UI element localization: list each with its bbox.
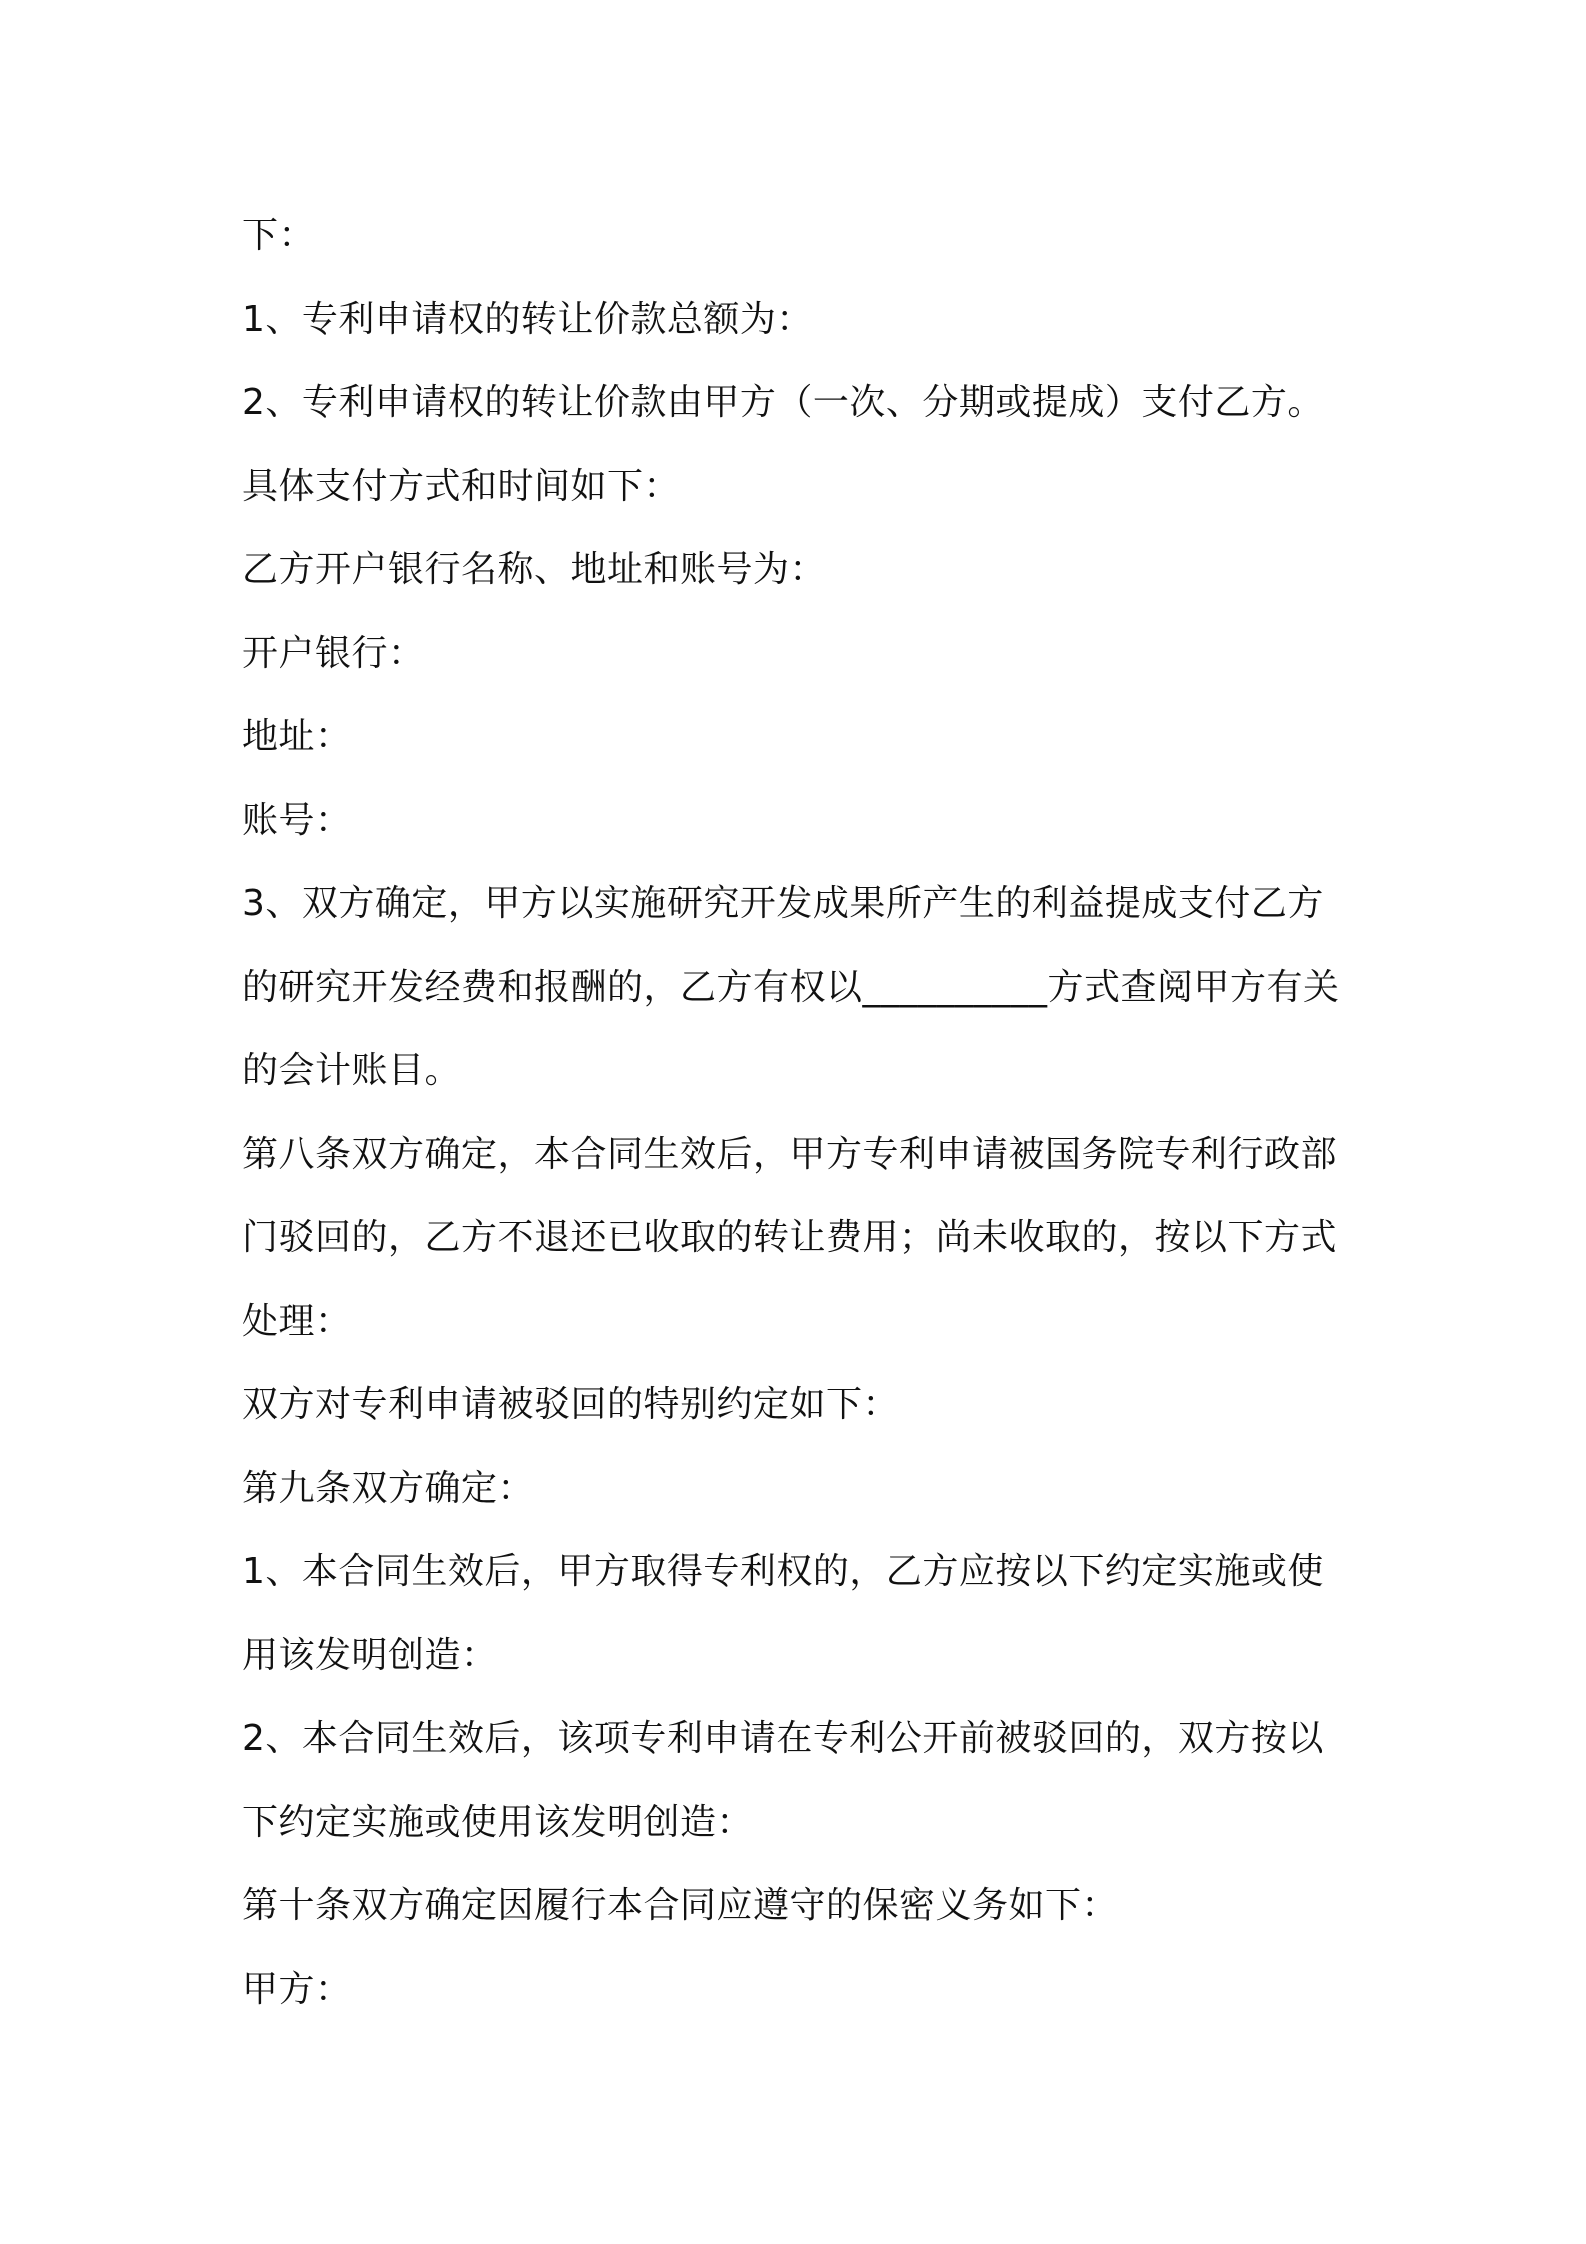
text-line: 门驳回的，乙方不退还已收取的转让费用；尚未收取的，按以下方式 <box>242 1217 1338 1258</box>
text-line: 用该发明创造： <box>242 1634 498 1676</box>
text-line: 第十条双方确定因履行本合同应遵守的保密义务如下： <box>242 1885 1119 1926</box>
text-line: 账号： <box>242 799 352 841</box>
text-line: 下约定实施或使用该发明创造： <box>242 1801 754 1843</box>
text-line: 的研究开发经费和报酬的，乙方有权以__________方式查阅甲方有关 <box>242 966 1340 1008</box>
text-line: 处理： <box>242 1300 352 1342</box>
text-line: 开户银行： <box>242 632 425 674</box>
text-line: 第九条双方确定： <box>242 1467 535 1509</box>
text-line: 具体支付方式和时间如下： <box>242 465 681 507</box>
text-line: 地址： <box>242 716 352 757</box>
text-line: 甲方： <box>242 1968 352 2010</box>
text-line: 2、本合同生效后，该项专利申请在专利公开前被驳回的，双方按以 <box>242 1718 1324 1759</box>
text-line: 1、专利申请权的转让价款总额为： <box>242 298 813 340</box>
text-line: 3、双方确定，甲方以实施研究开发成果所产生的利益提成支付乙方 <box>242 883 1324 924</box>
text-line: 1、本合同生效后，甲方取得专利权的，乙方应按以下约定实施或使 <box>242 1551 1324 1592</box>
text-line: 双方对专利申请被驳回的特别约定如下： <box>242 1384 900 1425</box>
text-line: 第八条双方确定，本合同生效后，甲方专利申请被国务院专利行政部 <box>242 1133 1338 1175</box>
text-line: 的会计账目。 <box>242 1050 462 1091</box>
text-line: 乙方开户银行名称、地址和账号为： <box>242 549 827 590</box>
document-body <box>242 194 1362 2031</box>
text-line: 下： <box>242 215 316 256</box>
text-line: 2、专利申请权的转让价款由甲方（一次、分期或提成）支付乙方。 <box>242 382 1324 423</box>
